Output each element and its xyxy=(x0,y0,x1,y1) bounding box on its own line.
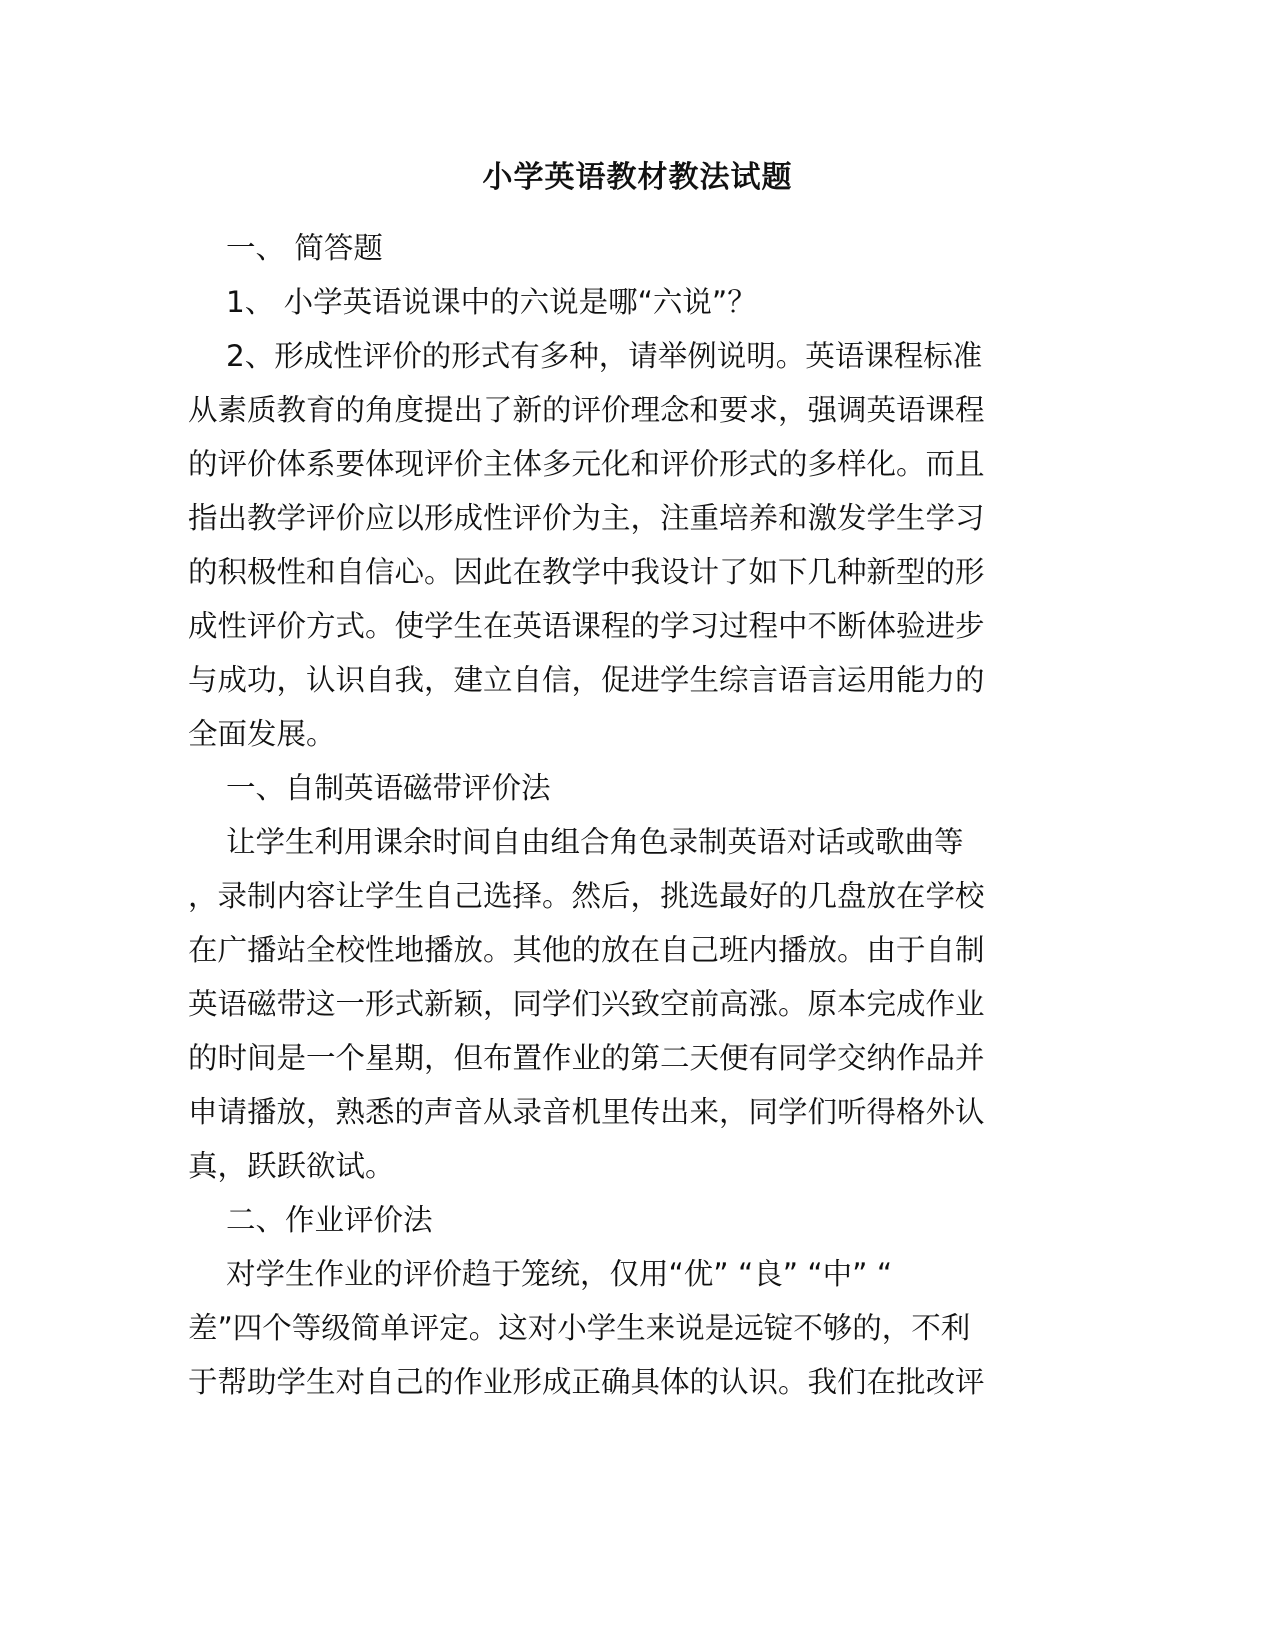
paragraph-line: 指出教学评价应以形成性评价为主，注重培养和激发学生学习 xyxy=(188,501,985,535)
subsection-heading-tape-evaluation: 一、自制英语磁带评价法 xyxy=(226,771,551,805)
document-title: 小学英语教材教法试题 xyxy=(482,160,793,195)
paragraph-line: 真，跃跃欲试。 xyxy=(188,1149,395,1183)
paragraph-line: 让学生利用课余时间自由组合角色录制英语对话或歌曲等 xyxy=(226,825,964,859)
paragraph-line: 申请播放，熟悉的声音从录音机里传出来，同学们听得格外认 xyxy=(188,1095,985,1129)
question-1: 1、 小学英语说课中的六说是哪“六说”？ xyxy=(226,285,757,319)
paragraph-line: 差”四个等级简单评定。这对小学生来说是远锭不够的，不利 xyxy=(188,1311,971,1345)
paragraph-line: ，录制内容让学生自己选择。然后，挑选最好的几盘放在学校 xyxy=(188,879,985,913)
paragraph-line: 对学生作业的评价趋于笼统，仅用“优” “良” “中” “ xyxy=(226,1257,893,1291)
paragraph-line: 于帮助学生对自己的作业形成正确具体的认识。我们在批改评 xyxy=(188,1365,985,1399)
paragraph-line: 在广播站全校性地播放。其他的放在自己班内播放。由于自制 xyxy=(188,933,985,967)
question-2-line: 2、形成性评价的形式有多种，请举例说明。英语课程标准 xyxy=(226,339,983,373)
paragraph-line: 与成功，认识自我，建立自信，促进学生综言语言运用能力的 xyxy=(188,663,985,697)
section-heading-short-answer: 一、 简答题 xyxy=(226,231,383,265)
paragraph-line: 全面发展。 xyxy=(188,717,336,751)
paragraph-line: 的时间是一个星期，但布置作业的第二天便有同学交纳作品并 xyxy=(188,1041,985,1075)
paragraph-line: 的评价体系要体现评价主体多元化和评价形式的多样化。而且 xyxy=(188,447,985,481)
subsection-heading-homework-evaluation: 二、作业评价法 xyxy=(226,1203,433,1237)
paragraph-line: 的积极性和自信心。因此在教学中我设计了如下几种新型的形 xyxy=(188,555,985,589)
paragraph-line: 从素质教育的角度提出了新的评价理念和要求，强调英语课程 xyxy=(188,393,985,427)
paragraph-line: 英语磁带这一形式新颖，同学们兴致空前高涨。原本完成作业 xyxy=(188,987,985,1021)
paragraph-line: 成性评价方式。使学生在英语课程的学习过程中不断体验进步 xyxy=(188,609,985,643)
